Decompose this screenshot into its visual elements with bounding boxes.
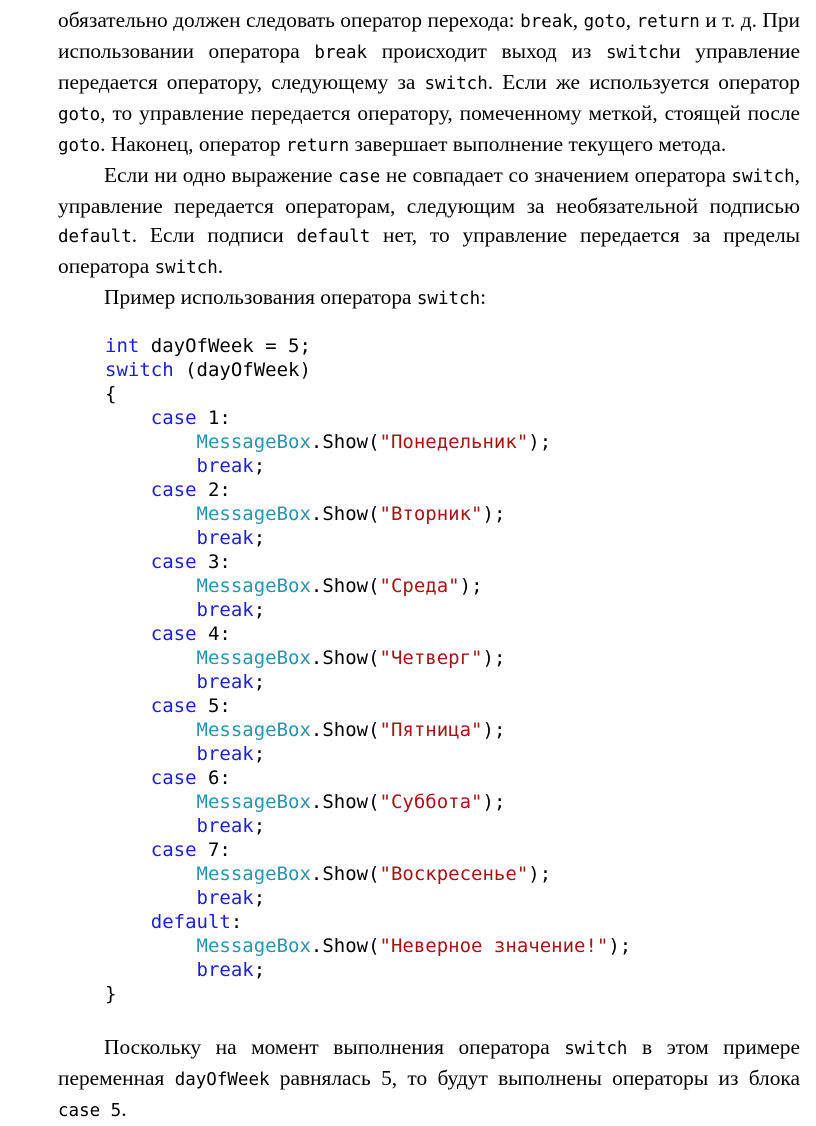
code-token-type: MessageBox [196, 935, 311, 957]
code-token: ); [482, 719, 506, 741]
code-token [105, 575, 197, 597]
code-token [105, 455, 197, 477]
code-token: ); [482, 503, 506, 525]
code-token: 5: [196, 695, 231, 717]
code-line [105, 694, 631, 718]
code-token-kw: case [150, 767, 197, 789]
code-token-str: "Неверное значение!" [379, 935, 609, 957]
inline-code: switch [731, 167, 795, 187]
code-token: .Show( [310, 863, 380, 885]
code-token-kw: break [196, 887, 254, 909]
code-line [105, 382, 631, 406]
code-token: ); [482, 791, 506, 813]
code-token-kw: int [105, 335, 140, 357]
code-line [105, 406, 631, 430]
inline-code: switch [564, 1039, 628, 1059]
inline-code: case 5 [58, 1101, 122, 1121]
inline-code: goto [58, 136, 101, 156]
text-run: , управление передается операторам, следующим за необязательной подписью [58, 163, 800, 218]
code-token [105, 959, 197, 981]
text-run: . [121, 1097, 127, 1121]
inline-code: switch [154, 258, 218, 278]
code-token: ; [253, 527, 266, 549]
code-token: ); [528, 863, 552, 885]
code-token: .Show( [310, 575, 380, 597]
code-token: 6: [196, 767, 231, 789]
code-token: ; [253, 599, 266, 621]
code-token-str: "Пятница" [379, 719, 483, 741]
code-token [105, 767, 151, 789]
code-token-type: MessageBox [196, 791, 311, 813]
code-token: .Show( [310, 791, 380, 813]
code-token [105, 887, 197, 909]
code-line [105, 838, 631, 862]
code-token [105, 935, 197, 957]
text-run: , то управление передается оператору, помеченному меткой, стоящей после [100, 101, 800, 125]
code-line [105, 790, 631, 814]
code-line [105, 886, 631, 910]
code-token [105, 695, 151, 717]
text-run: нет, то управление передается за пределы оператора [58, 223, 800, 278]
code-token [105, 719, 197, 741]
code-token-type: MessageBox [196, 719, 311, 741]
text-run: . Если же используется оператор [487, 70, 800, 94]
code-line [105, 982, 631, 1006]
code-token [105, 815, 197, 837]
paragraph-example-intro [58, 283, 800, 314]
code-line [105, 526, 631, 550]
code-line [105, 766, 631, 790]
code-line [105, 646, 631, 670]
code-token: } [105, 983, 117, 1005]
code-token-type: MessageBox [196, 503, 311, 525]
code-line [105, 934, 631, 958]
code-token: .Show( [310, 647, 380, 669]
text-run: . [217, 254, 224, 278]
inline-code: case [338, 167, 381, 187]
text-run: Пример использования оператора [104, 285, 417, 309]
text-run: завершает выполнение текущего метода. [349, 132, 727, 156]
code-token [105, 623, 151, 645]
code-token [105, 839, 151, 861]
code-token: 7: [196, 839, 231, 861]
document-page [58, 0, 800, 314]
code-token: ; [253, 959, 266, 981]
inline-code: goto [58, 105, 101, 125]
text-run: в этом примере переменная [58, 1035, 800, 1090]
code-line [105, 598, 631, 622]
code-line [105, 550, 631, 574]
code-line [105, 742, 631, 766]
code-token-kw: break [196, 959, 254, 981]
inline-code: goto [583, 12, 626, 32]
paragraph-switch-jumps [58, 0, 800, 161]
code-token: { [105, 383, 117, 405]
code-token [105, 911, 151, 933]
code-token-type: MessageBox [196, 647, 311, 669]
inline-code: break [314, 43, 368, 63]
code-token-str: "Понедельник" [379, 431, 529, 453]
code-token: ); [528, 431, 552, 453]
text-run: , [625, 8, 637, 32]
code-token: dayOfWeek = 5; [139, 335, 311, 357]
code-token: 2: [196, 479, 231, 501]
code-token-kw: break [196, 455, 254, 477]
code-token [105, 743, 197, 765]
inline-code: return [285, 136, 350, 156]
code-line [105, 334, 631, 358]
text-run: . Наконец, оператор [100, 132, 286, 156]
code-line [105, 910, 631, 934]
code-token: .Show( [310, 935, 380, 957]
code-token: ; [253, 743, 266, 765]
code-token [105, 503, 197, 525]
text-run: : [480, 285, 487, 309]
code-token-kw: case [150, 839, 197, 861]
inline-code: default [58, 227, 132, 247]
text-run: обязательно должен следовать оператор перехода: [58, 8, 521, 32]
code-line [105, 454, 631, 478]
code-token-kw: break [196, 815, 254, 837]
text-run: Поскольку на момент выполнения оператора [104, 1035, 565, 1059]
code-token-kw: case [150, 551, 197, 573]
code-token-str: "Суббота" [379, 791, 483, 813]
code-token-type: MessageBox [196, 575, 311, 597]
code-token [105, 431, 197, 453]
text-run: . Если подписи [131, 223, 297, 247]
code-token-type: MessageBox [196, 431, 311, 453]
text-run: происходит выход из [367, 39, 606, 63]
code-token-kw: case [150, 407, 197, 429]
code-token: ); [459, 575, 483, 597]
code-token-str: "Среда" [379, 575, 460, 597]
text-run: не совпадает со значением оператора [380, 163, 732, 187]
code-token: : [230, 911, 243, 933]
inline-code: default [296, 227, 371, 247]
inline-code: return [636, 12, 700, 32]
code-line [105, 502, 631, 526]
code-token: .Show( [310, 431, 380, 453]
code-token: ; [253, 887, 266, 909]
code-token: .Show( [310, 719, 380, 741]
code-token [105, 479, 151, 501]
code-line [105, 622, 631, 646]
code-token-str: "Четверг" [379, 647, 483, 669]
code-token [105, 407, 151, 429]
document-page-bottom [58, 1033, 800, 1126]
text-run: равнялась 5, то будут выполнены операторы из блока [269, 1066, 800, 1090]
code-token: 4: [196, 623, 231, 645]
inline-code: break [520, 12, 573, 32]
code-token-str: "Вторник" [379, 503, 483, 525]
code-token [105, 527, 197, 549]
code-token: (dayOfWeek) [173, 359, 311, 381]
code-token-kw: default [150, 911, 231, 933]
code-token: 3: [196, 551, 231, 573]
code-token [105, 863, 197, 885]
code-line [105, 430, 631, 454]
code-listing [105, 334, 631, 1006]
text-run: Если ни одно выражение [104, 163, 339, 187]
inline-code: switch [416, 289, 481, 309]
code-line [105, 814, 631, 838]
code-token-kw: case [150, 623, 197, 645]
text-run: и т. д. При использовании оператора [58, 8, 800, 63]
code-line [105, 958, 631, 982]
inline-code: dayOfWeek [174, 1070, 270, 1090]
code-token [105, 671, 197, 693]
code-token-kw: switch [105, 359, 174, 381]
code-token-kw: break [196, 599, 254, 621]
code-line [105, 574, 631, 598]
code-token-str: "Воскресенье" [379, 863, 529, 885]
code-line [105, 478, 631, 502]
code-token-type: MessageBox [196, 863, 311, 885]
text-run: , [572, 8, 584, 32]
code-token: ; [253, 815, 266, 837]
code-line [105, 718, 631, 742]
paragraph-default-label [58, 161, 800, 283]
code-token: ; [253, 671, 266, 693]
paragraph-example-explanation [58, 1033, 800, 1126]
code-token [105, 647, 197, 669]
code-line [105, 670, 631, 694]
code-token-kw: case [150, 479, 197, 501]
code-token [105, 551, 151, 573]
code-token-kw: break [196, 743, 254, 765]
code-token: .Show( [310, 503, 380, 525]
code-token: ); [608, 935, 632, 957]
code-token: ); [482, 647, 506, 669]
text-run: и управление передается оператору, следующему за [58, 39, 800, 94]
code-token [105, 791, 197, 813]
inline-code: switch [424, 74, 488, 94]
code-line [105, 358, 631, 382]
code-token-kw: break [196, 671, 254, 693]
inline-code: switch [605, 43, 670, 63]
code-token [105, 599, 197, 621]
code-line [105, 862, 631, 886]
code-token: ; [253, 455, 266, 477]
code-token-kw: case [150, 695, 197, 717]
code-token: 1: [196, 407, 231, 429]
code-token-kw: break [196, 527, 254, 549]
